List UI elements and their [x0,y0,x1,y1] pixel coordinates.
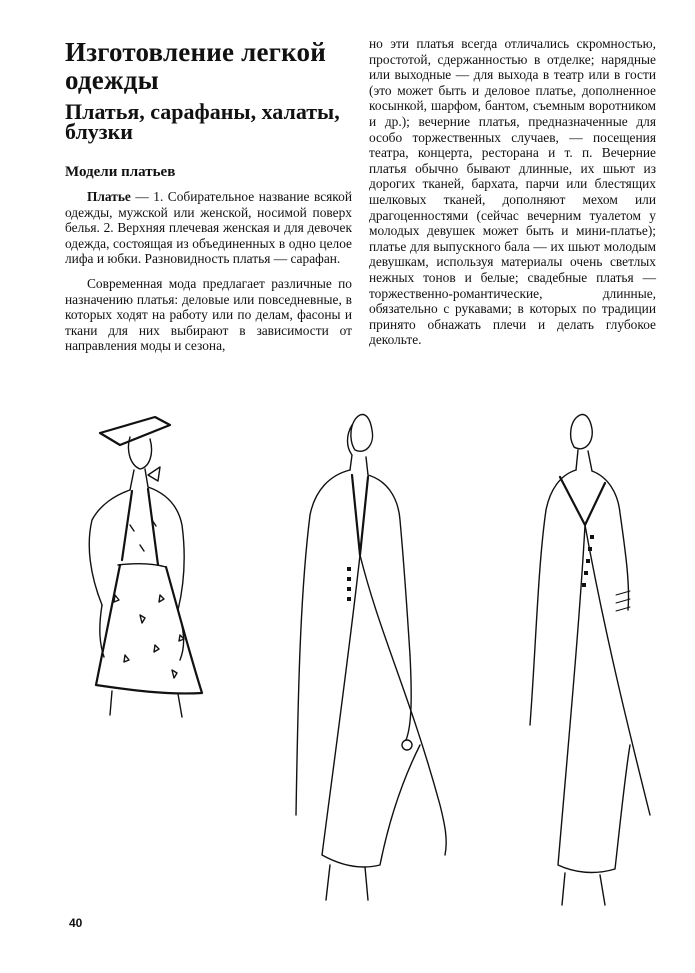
page-title: Изготовление легкой одежды [65,37,326,95]
page-number: 40 [69,916,83,930]
left-column [65,38,352,354]
body-paragraph-3: но эти платья всегда отличались скромностью, простотой, сдержанностью в отделке; нарядные или выходные — для выхода в театр или в гости (это может быть и деловое платье, дополненное косынкой, шарфом, бантом, съемным воротником и др.); вечерние платья, предназначенные для особо торжественных случаев, — посещения театра, концерта, ресторана и т. п. Вечерние платья обычно бывают длинные, их шьют из дорогих тканей, бархата, парчи или блестящих шелковых тканей, дополняют мехом или драгоценностями (сейчас вечерним туалетом у молодых девушек может быть и мини-платье); платье для выпускного бала — их шьют молодым девушкам, используя материалы очень светлых нежных тонов и белые; свадебные платья — торжественно-романтические, длинные, обязательно с рукавами; в которых по традиции принято обнажать плечи и делать глубокое декольте. [369,36,656,348]
figure-long-coat [296,415,446,900]
definition-term: Платье [87,189,131,204]
fashion-illustration [60,395,680,915]
body-paragraph-2: Современная мода предлагает различные по назначению платья: деловые или повседневные, в которых ходят на работу или по делам, фасоны и ткани для них выбирают в зависимости от направления моды и сезона, [65,275,352,354]
page-subtitle: Платья, сарафаны, халаты, блузки [65,99,340,144]
figure-buttoned-dress [530,415,650,905]
figure-short-dress [89,417,202,717]
right-column [369,36,656,348]
definition-paragraph [65,189,352,267]
definition-text: — 1. Собирательное название всякой одежды, мужской или женской, носимой поверх белья. 2. Верхняя плечевая женская и для девочек одежда, состоящая из объединенных в одно целое лифа и юбки. Разновидность платья — сарафан. [65,189,352,267]
section-heading: Модели платьев [65,164,176,180]
